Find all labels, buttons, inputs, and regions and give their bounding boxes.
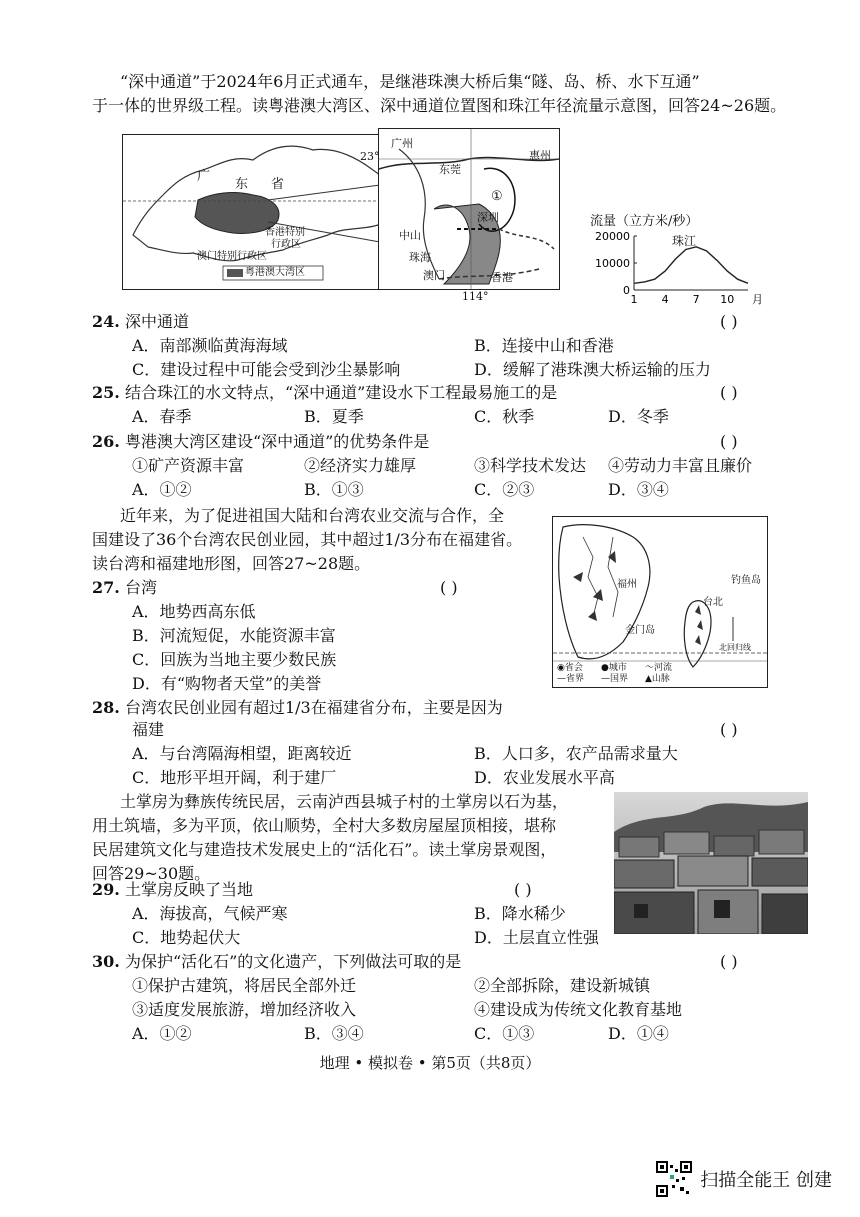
city-huizhou: 惠州 bbox=[529, 149, 551, 162]
tuzhang-photo-svg bbox=[614, 792, 808, 934]
q25-option-d[interactable]: D．冬季 bbox=[608, 407, 669, 426]
q27-option-b[interactable]: B．河流短促，水能资源丰富 bbox=[132, 626, 336, 645]
q29-stem: 29. 土掌房反映了当地 bbox=[92, 880, 253, 899]
q30-statement-4: ④建设成为传统文化教育基地 bbox=[474, 1000, 683, 1019]
hk-label-2: 行政区 bbox=[271, 239, 301, 250]
city-hongkong: 香港 bbox=[491, 271, 513, 284]
label-fuzhou: 福州 bbox=[617, 579, 637, 590]
q26-stem: 26. 粤港澳大湾区建设“深中通道”的优势条件是 bbox=[92, 432, 430, 451]
flow-chart bbox=[586, 214, 766, 306]
chart-ylabel: 流量（立方米/秒） bbox=[590, 214, 699, 229]
macau-label: 澳门特别行政区 bbox=[197, 251, 267, 262]
q25-option-b[interactable]: B．夏季 bbox=[304, 407, 364, 426]
city-zhongshan: 中山 bbox=[399, 229, 421, 242]
q25-stem: 25. 结合珠江的水文特点，“深中通道”建设水下工程最易施工的是 bbox=[92, 383, 558, 402]
q27-option-d[interactable]: D．有“购物者天堂”的美誉 bbox=[132, 674, 322, 693]
x-tick-label: 1 bbox=[630, 293, 638, 306]
taiwan-fujian-svg bbox=[553, 517, 767, 687]
x-tick-group bbox=[631, 293, 764, 306]
q25-answer-blank[interactable]: ( ) bbox=[720, 383, 738, 402]
q29-option-c[interactable]: C．地势起伏大 bbox=[132, 928, 241, 947]
q28-stem-cont: 福建 bbox=[132, 720, 165, 739]
legend-national-border: —国界 bbox=[601, 674, 629, 684]
q24-option-c[interactable]: C．建设过程中可能会受到沙尘暴影响 bbox=[132, 360, 401, 379]
label-jinmen: 金门岛 bbox=[625, 625, 655, 636]
chart-svg bbox=[586, 230, 766, 306]
label-tropic: 北回归线 bbox=[719, 643, 751, 652]
q24-option-d[interactable]: D．缓解了港珠澳大桥运输的压力 bbox=[474, 360, 711, 379]
q30-answer-blank[interactable]: ( ) bbox=[720, 952, 738, 971]
legend-city: ●城市 bbox=[601, 663, 627, 673]
intro3-line1: 土掌房为彝族传统民居，云南泸西县城子村的土掌房以石为基， bbox=[120, 792, 569, 811]
q24-option-a[interactable]: A．南部濒临黄海海域 bbox=[132, 336, 288, 355]
province-char-3: 省 bbox=[271, 177, 285, 192]
label-diaoyu: 钓鱼岛 bbox=[731, 575, 761, 586]
q25-option-a[interactable]: A．春季 bbox=[132, 407, 192, 426]
series-line-zhujiang bbox=[634, 247, 748, 283]
intro2-line1: 近年来，为了促进祖国大陆和台湾农业交流与合作，全 bbox=[120, 506, 505, 525]
q29-option-a[interactable]: A．海拔高，气候严寒 bbox=[132, 904, 288, 923]
scanner-watermark bbox=[656, 1161, 832, 1197]
intro3-line4: 回答29~30题。 bbox=[92, 864, 211, 883]
q27-option-c[interactable]: C．回族为当地主要少数民族 bbox=[132, 650, 337, 669]
q30-option-c[interactable]: C．①③ bbox=[474, 1024, 535, 1043]
x-tick-label: 7 bbox=[692, 293, 700, 306]
lon-label: 114° bbox=[462, 290, 489, 303]
y-tick-group bbox=[595, 230, 637, 297]
x-unit-label: 月 bbox=[752, 293, 763, 306]
q27-option-a[interactable]: A．地势西高东低 bbox=[132, 602, 256, 621]
y-tick-label: 0 bbox=[623, 284, 630, 297]
q28-option-c[interactable]: C．地形平坦开阔，利于建厂 bbox=[132, 768, 337, 787]
q26-statement-2: ②经济实力雄厚 bbox=[304, 456, 417, 475]
q27-stem: 27. 台湾 bbox=[92, 578, 157, 597]
page-footer: 地理 • 模拟卷 • 第5页（共8页） bbox=[319, 1054, 541, 1072]
q30-statement-1: ①保护古建筑，将居民全部外迁 bbox=[132, 976, 357, 995]
q26-statement-4: ④劳动力丰富且廉价 bbox=[608, 456, 753, 475]
q30-option-b[interactable]: B．③④ bbox=[304, 1024, 364, 1043]
legend-river: 〜河流 bbox=[645, 663, 673, 673]
q30-statement-3: ③适度发展旅游，增加经济收入 bbox=[132, 1000, 357, 1019]
q26-option-a[interactable]: A．①② bbox=[132, 480, 192, 499]
intro1-line1: “深中通道”于2024年6月正式通车，是继港珠澳大桥后集“隧、岛、桥、水下互通” bbox=[120, 72, 700, 91]
shenzhong-map bbox=[378, 128, 560, 290]
legend-provincial-border: —省界 bbox=[557, 674, 585, 684]
x-tick-label: 10 bbox=[720, 293, 735, 306]
intro3-line3: 民居建筑文化与建造技术发展史上的“活化石”。读土掌房景观图， bbox=[92, 840, 557, 859]
tuzhang-house-photo bbox=[614, 792, 808, 934]
scanner-brand-text: 扫描全能王 创建 bbox=[700, 1170, 832, 1191]
q30-statement-2: ②全部拆除，建设新城镇 bbox=[474, 976, 651, 995]
q29-option-b[interactable]: B．降水稀少 bbox=[474, 904, 566, 923]
legend-mountain: ▲山脉 bbox=[645, 674, 670, 684]
fujian-outline bbox=[559, 525, 650, 659]
q30-stem: 30. 为保护“活化石”的文化遗产，下列做法可取的是 bbox=[92, 952, 462, 971]
route-marker: ① bbox=[491, 189, 503, 204]
q26-option-b[interactable]: B．①③ bbox=[304, 480, 364, 499]
q30-option-a[interactable]: A．①② bbox=[132, 1024, 192, 1043]
city-shenzhen: 深圳 bbox=[477, 211, 499, 224]
y-tick-label: 20000 bbox=[595, 230, 630, 243]
province-char-2: 东 bbox=[235, 177, 249, 192]
chart-series-label: 珠江 bbox=[672, 234, 697, 248]
legend-capital: ◉省会 bbox=[557, 663, 583, 673]
q26-statement-3: ③科学技术发达 bbox=[474, 456, 587, 475]
q26-option-d[interactable]: D．③④ bbox=[608, 480, 669, 499]
hk-label-1: 香港特别 bbox=[265, 227, 305, 238]
intro2-line2: 国建设了36个台湾农民创业园，其中超过1/3分布在福建省。 bbox=[92, 530, 523, 549]
lat-label: 23° bbox=[360, 150, 380, 163]
intro2-line3: 读台湾和福建地形图，回答27~28题。 bbox=[92, 554, 371, 573]
province-char-1: 广 bbox=[197, 169, 211, 184]
q26-statement-1: ①矿产资源丰富 bbox=[132, 456, 245, 475]
qr-code-icon bbox=[656, 1161, 692, 1197]
q24-answer-blank[interactable]: ( ) bbox=[720, 312, 738, 331]
q26-answer-blank[interactable]: ( ) bbox=[720, 432, 738, 451]
q29-option-d[interactable]: D．土层直立性强 bbox=[474, 928, 599, 947]
city-zhuhai: 珠海 bbox=[409, 251, 431, 264]
q24-stem: 24. 深中通道 bbox=[92, 312, 189, 331]
intro3-line2: 用土筑墙，多为平顶，依山顺势，全村大多数房屋屋顶相接，堪称 bbox=[92, 816, 557, 835]
q28-option-b[interactable]: B．人口多，农产品需求量大 bbox=[474, 744, 678, 763]
city-guangzhou: 广州 bbox=[391, 137, 413, 150]
q28-option-d[interactable]: D．农业发展水平高 bbox=[474, 768, 615, 787]
q30-option-d[interactable]: D．①④ bbox=[608, 1024, 669, 1043]
q28-stem: 28. 台湾农民创业园有超过1/3在福建省分布，主要是因为 bbox=[92, 698, 503, 717]
q26-option-c[interactable]: C．②③ bbox=[474, 480, 535, 499]
city-macau: 澳门 bbox=[423, 269, 445, 282]
q24-option-b[interactable]: B．连接中山和香港 bbox=[474, 336, 614, 355]
intro1-line2: 于一体的世界级工程。读粤港澳大湾区、深中通道位置图和珠江年径流量示意图，回答24~26题。 bbox=[92, 96, 787, 115]
city-dongguan: 东莞 bbox=[439, 163, 461, 176]
x-tick-label: 4 bbox=[661, 293, 669, 306]
legend-label: 粤港澳大湾区 bbox=[245, 267, 305, 278]
q28-option-a[interactable]: A．与台湾隔海相望，距离较近 bbox=[132, 744, 352, 763]
q27-answer-blank[interactable]: ( ) bbox=[440, 578, 458, 597]
taiwan-fujian-map bbox=[552, 516, 768, 688]
q28-answer-blank[interactable]: ( ) bbox=[720, 720, 738, 739]
q25-option-c[interactable]: C．秋季 bbox=[474, 407, 535, 426]
y-tick-label: 10000 bbox=[595, 257, 630, 270]
q29-answer-blank[interactable]: ( ) bbox=[514, 880, 532, 899]
label-taipei: 台北 bbox=[703, 597, 723, 608]
